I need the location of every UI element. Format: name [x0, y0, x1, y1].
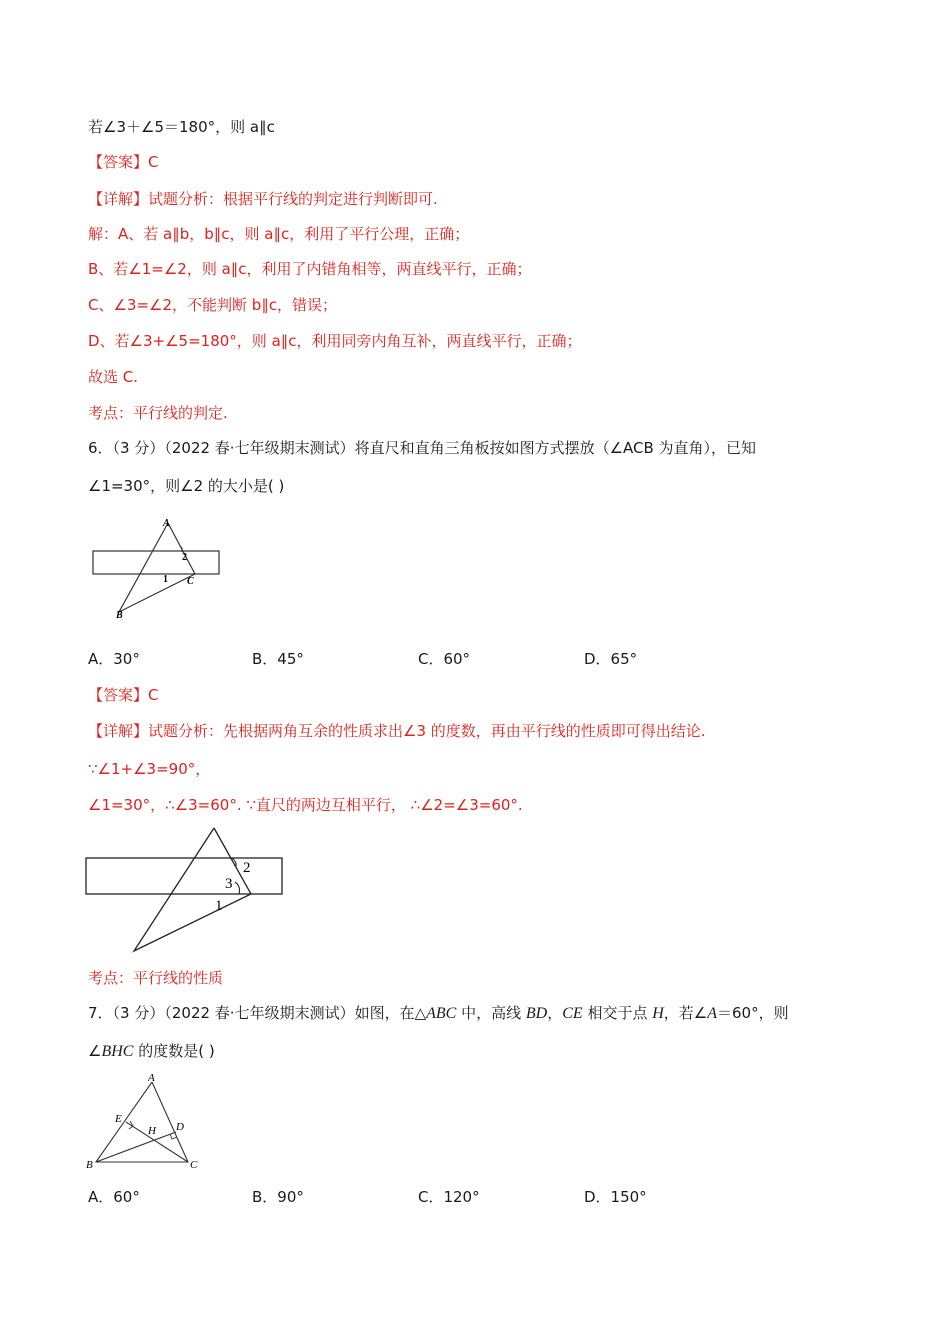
- q6-detail: 【详解】试题分析：先根据两角互余的性质求出∠3 的度数，再由平行线的性质即可得出结论.: [88, 722, 706, 740]
- label-B: B: [116, 610, 123, 621]
- q5-solution-a: 解：A、若 a∥b，b∥c，则 a∥c，利用了平行公理，正确；: [88, 225, 470, 243]
- q7-stem2-rest: 的度数是( ): [133, 1042, 215, 1060]
- q7-h: H: [652, 1005, 664, 1022]
- q7-option-b[interactable]: B．90°: [252, 1188, 304, 1206]
- q7-stem-mid2: 相交于点: [582, 1004, 653, 1022]
- q5-option-d-text: 若∠3＋∠5＝180°，则 a∥c: [88, 118, 275, 136]
- q7-stem-end: ＝60°，则: [717, 1004, 789, 1022]
- label-A: A: [148, 1072, 155, 1084]
- q7-a: A: [707, 1005, 718, 1022]
- q6-solution-figure: [84, 824, 288, 956]
- triangle-abc: [96, 1082, 188, 1162]
- label-A: A: [163, 518, 170, 529]
- label-C: C: [190, 1159, 198, 1171]
- label-1: 1: [215, 898, 223, 914]
- q7-ce: CE: [562, 1005, 583, 1022]
- ruler: [86, 858, 282, 894]
- q6-option-c[interactable]: C．60°: [418, 650, 471, 668]
- q6-option-a[interactable]: A．30°: [88, 650, 140, 668]
- q5-detail: 【详解】试题分析：根据平行线的判定进行判断即可.: [88, 190, 438, 208]
- q6-step1: ∵∠1+∠3=90°，: [88, 760, 211, 778]
- q7-option-d[interactable]: D．150°: [584, 1188, 647, 1206]
- label-1: 1: [163, 574, 168, 585]
- q7-bhc: BHC: [101, 1043, 134, 1060]
- q5-key-point: 考点：平行线的判定.: [88, 404, 228, 422]
- q5-solution-d: D、若∠3+∠5=180°，则 a∥c，利用同旁内角互补，两直线平行，正确；: [88, 332, 582, 350]
- q7-triangle-abc: ABC: [426, 1005, 457, 1022]
- q7-option-c[interactable]: C．120°: [418, 1188, 480, 1206]
- label-E: E: [115, 1113, 122, 1125]
- q6-step2: ∠1=30°，∴∠3=60°. ∵直尺的两边互相平行， ∴∠2=∠3=60°.: [88, 796, 523, 814]
- q5-choose: 故选 C.: [88, 368, 139, 386]
- label-C: C: [187, 576, 194, 587]
- q7-option-a[interactable]: A．60°: [88, 1188, 140, 1206]
- q6-key-point: 考点：平行线的性质: [88, 969, 224, 987]
- label-2: 2: [243, 860, 251, 876]
- q7-stem-mid3: ，若∠: [663, 1004, 708, 1022]
- label-H: H: [148, 1125, 156, 1137]
- q5-solution-c: C、∠3=∠2，不能判断 b∥c，错误；: [88, 296, 338, 314]
- q7-comma: ，: [547, 1004, 563, 1022]
- q6-answer: 【答案】C: [88, 686, 159, 704]
- label-3: 3: [225, 876, 233, 892]
- triangle: [119, 523, 195, 612]
- ruler: [93, 551, 219, 574]
- q7-angle-symbol: ∠: [88, 1042, 102, 1060]
- label-D: D: [176, 1121, 184, 1133]
- q7-figure-triangle-altitudes: [84, 1070, 206, 1174]
- q5-solution-b: B、若∠1=∠2，则 a∥c，利用了内错角相等，两直线平行，正确；: [88, 260, 532, 278]
- q7-stem-line1: [88, 1003, 789, 1024]
- q7-stem-prefix: 7．（3 分）（2022 春·七年级期末测试）如图，在△: [88, 1004, 427, 1022]
- label-2: 2: [182, 552, 187, 563]
- q5-answer: 【答案】C: [88, 153, 159, 171]
- q6-stem-line1: 6．（3 分）（2022 春·七年级期末测试）将直尺和直角三角板按如图方式摆放（∠ACB 为直角），已知: [88, 439, 757, 457]
- q6-option-d[interactable]: D．65°: [584, 650, 638, 668]
- q7-bd: BD: [525, 1005, 548, 1022]
- q6-figure-ruler-triangle: [86, 514, 226, 624]
- q7-stem-mid1: 中，高线: [456, 1004, 526, 1022]
- q6-stem-line2: ∠1=30°，则∠2 的大小是( ): [88, 477, 285, 495]
- triangle: [134, 828, 251, 951]
- label-B: B: [86, 1159, 93, 1171]
- q7-stem-line2: [88, 1041, 215, 1062]
- q6-option-b[interactable]: B．45°: [252, 650, 304, 668]
